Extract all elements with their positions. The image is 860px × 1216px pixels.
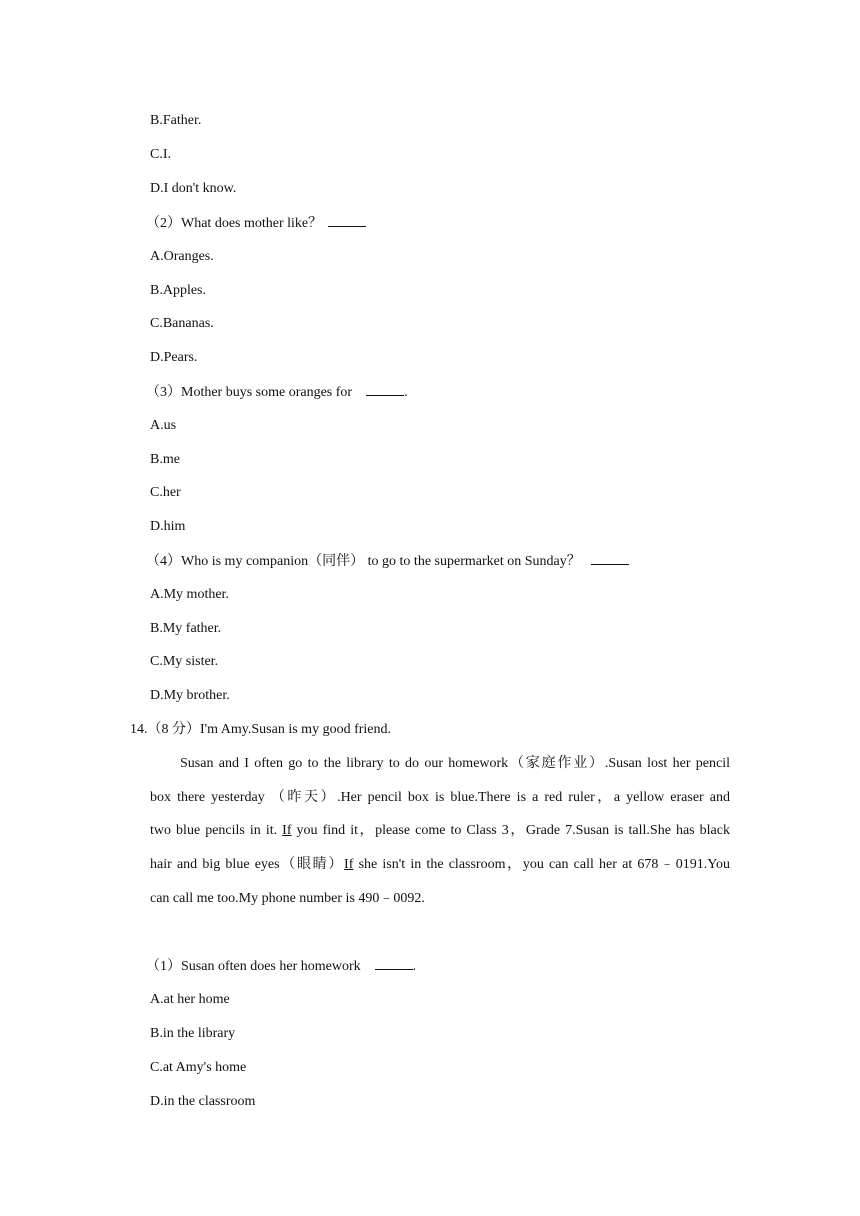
q13-2-stem: （2）What does mother like？ [146, 216, 323, 231]
passage-text: two blue pencils in it. [150, 823, 283, 838]
passage-line-1: Susan and I often go to the library to do our homework（家庭作业）.Susan lost her pencil [180, 756, 730, 771]
q13-2-question [146, 213, 366, 233]
q13-1-option-d: D.I don't know. [150, 181, 237, 196]
q13-4-option-c: C.My sister. [150, 654, 219, 669]
q14-header [130, 720, 391, 740]
passage-line-4 [150, 855, 730, 875]
q13-1-option-b: B.Father. [150, 113, 202, 128]
passage-line-2: box there yesterday （昨天）.Her pencil box is blue.There is a red ruler，a yellow eraser and [150, 790, 730, 805]
q13-3-option-d: D.him [150, 519, 186, 534]
q14-1-stem: （1）Susan often does her homework [146, 959, 361, 974]
passage-text: she isn't in the classroom，you can call her at 678﹣0191.You [353, 857, 730, 872]
q13-4-option-a: A.My mother. [150, 587, 229, 602]
answer-blank [375, 956, 413, 970]
answer-blank [366, 382, 404, 396]
q13-2-option-a: A.Oranges. [150, 249, 214, 264]
q13-2-option-c: C.Bananas. [150, 316, 214, 331]
q14-1-option-c: C.at Amy's home [150, 1060, 247, 1075]
q13-4-question [146, 551, 629, 571]
underlined-word: If [282, 823, 292, 838]
q13-2-option-d: D.Pears. [150, 350, 198, 365]
q14-1-question [146, 956, 416, 976]
passage-line-3 [150, 821, 730, 841]
passage-text: hair and big blue eyes（眼睛） [150, 857, 345, 872]
q13-3-stem: （3）Mother buys some oranges for [146, 385, 353, 400]
answer-blank [591, 551, 629, 565]
q13-2-option-b: B.Apples. [150, 283, 206, 298]
q13-3-option-c: C.her [150, 485, 181, 500]
passage-text: you find it，please come to Class 3，Grade 7.Susan is tall.She has black [291, 823, 730, 838]
q14-intro: I'm Amy.Susan is my good friend. [200, 722, 391, 737]
q13-3-end: . [404, 385, 408, 400]
q13-3-option-b: B.me [150, 452, 180, 467]
q14-1-option-b: B.in the library [150, 1026, 236, 1041]
q13-4-option-d: D.My brother. [150, 688, 230, 703]
underlined-word: If [344, 857, 354, 872]
q13-4-stem: （4）Who is my companion（同伴） to go to the supermarket on Sunday？ [146, 554, 581, 569]
answer-blank [328, 213, 366, 227]
q14-1-option-a: A.at her home [150, 992, 230, 1007]
q13-3-question [146, 382, 408, 402]
q13-3-option-a: A.us [150, 418, 177, 433]
q14-1-end: . [412, 959, 417, 974]
question-number: 14. [130, 722, 148, 737]
question-score: （8 分） [147, 722, 200, 737]
passage-line-5: can call me too.My phone number is 490﹣0092. [150, 891, 425, 906]
q13-4-option-b: B.My father. [150, 621, 222, 636]
q14-1-option-d: D.in the classroom [150, 1094, 256, 1109]
q13-1-option-c: C.I. [150, 147, 171, 162]
